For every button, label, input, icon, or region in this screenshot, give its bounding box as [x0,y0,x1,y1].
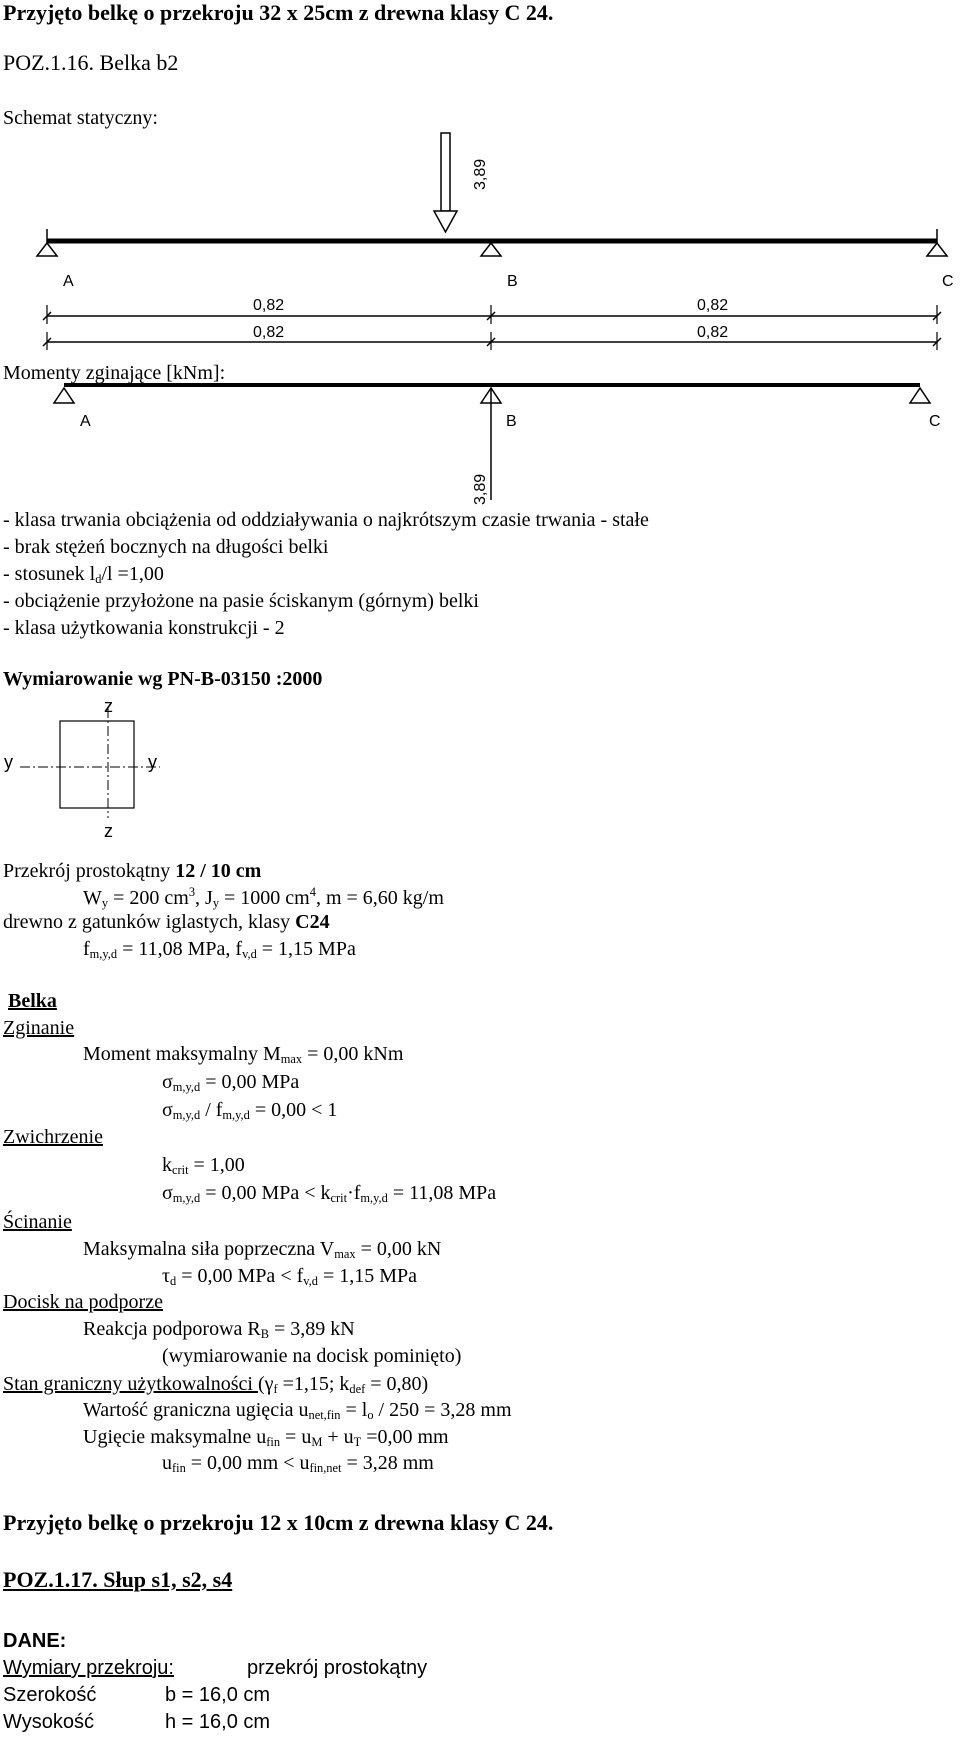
bending-check: $\sigma_{m,y,d} / f_{m,y,d} = 0,00 < 1$ [162,1099,338,1122]
support-b-label: B [507,273,518,290]
condition-load-duration: - klasa trwania obciążenia od oddziaływania o najkrótszym czasie trwania - stałe [3,509,649,531]
support-a-label: A [63,273,74,290]
section-rectangle [60,721,134,808]
ltb-kcrit: $k_{crit} = 1,00$ [162,1154,245,1177]
dimension-line-bottom [43,324,941,350]
moment-value-label: 3,89 [472,473,489,505]
dimension-line-top [43,297,941,324]
design-heading: Wymiarowanie wg PN-B-03150 :2000 [3,668,323,690]
dane-height-label: Wysokość [3,1711,94,1733]
shear-title: Ścinanie [3,1211,72,1233]
moments-label: Momenty zginające [kNm]: [3,362,226,384]
ltb-check: $\sigma_{m,y,d} = 0,00$ MPa < $k_{crit}\cdot f_{m,y,d} = 11,08$ MPa [162,1182,497,1205]
sls-heading: Stan graniczny użytkowalności ($\gamma_f =1,15$; $k_{def} = 0,80$) [3,1373,429,1396]
support-c [927,243,947,256]
condition-no-bracing: - brak stężeń bocznych na długości belki [3,536,329,558]
beam-section-heading: Belka [8,990,57,1012]
axis-z-top: z [104,696,113,716]
bending-moment: Moment maksymalny $M_{max} = 0,00$ kNm [83,1043,404,1066]
moment-support-c-label: C [929,413,941,430]
dane-width-label: Szerokość [3,1684,97,1706]
section-properties: $W_y = 200$ $cm^3$, $J_y = 1000$ $cm^4$, m = 6,60 kg/m [83,885,444,910]
condition-ratio: - stosunek $l_d/l =1,00$ [3,563,164,586]
bearing-reaction: Reakcja podporowa $R_B = 3,89$ kN [83,1318,355,1341]
moment-support-a [54,388,74,403]
shear-check: $\tau_d = 0,00$ MPa < $f_{v,d} = 1,15$ MPa [162,1265,418,1288]
shear-force: Maksymalna siła poprzeczna $V_{max} = 0,00$ kN [83,1238,442,1261]
dane-height-value: h = 16,0 cm [165,1711,271,1733]
moment-support-b-label: B [506,413,517,430]
bending-title: Zginanie [3,1017,75,1039]
bearing-title: Docisk na podporze [3,1291,163,1313]
wood-class: drewno z gatunków iglastych, klasy C24 [3,911,330,933]
support-b [481,243,501,256]
dane-dims-label: Wymiary przekroju: [3,1657,174,1679]
axis-y-right: y [148,752,157,772]
dane-dims-value: przekrój prostokątny [247,1657,428,1679]
next-position-title: POZ.1.17. Słup s1, s2, s4 [3,1567,233,1592]
axis-z-bottom: z [104,821,113,841]
support-c-label: C [942,273,954,290]
previous-conclusion: Przyjęto belkę o przekroju 32 x 25cm z drewna klasy C 24. [3,0,554,25]
sls-check: $u_{fin} = 0,00$ mm < $u_{fin,net} = 3,28$ mm [162,1452,434,1475]
dim-bottom-left: 0,82 [253,324,285,341]
sls-limit: Wartość graniczna ugięcia $u_{net,fin} = l_o / 250 = 3,28$ mm [83,1399,512,1422]
conclusion: Przyjęto belkę o przekroju 12 x 10cm z drewna klasy C 24. [3,1510,554,1535]
dim-bottom-right: 0,82 [697,324,729,341]
moment-support-c [910,388,930,403]
bending-stress: $\sigma_{m,y,d} = 0,00$ MPa [162,1071,300,1094]
moment-diagram [0,375,960,510]
axis-y-left: y [4,752,13,772]
position-title: POZ.1.16. Belka b2 [3,50,179,75]
ltb-title: Zwichrzenie [3,1126,103,1148]
dim-top-left: 0,82 [253,297,285,314]
static-scheme-label: Schemat statyczny: [3,107,158,129]
load-value-label: 3,89 [472,158,489,190]
dane-width-value: b = 16,0 cm [165,1684,271,1706]
static-scheme-diagram [0,125,960,350]
dane-title: DANE: [3,1630,67,1652]
condition-load-flange: - obciążenie przyłożone na pasie ściskanym (górnym) belki [3,590,479,612]
design-strengths: $f_{m,y,d} = 11,08$ MPa, $f_{v,d} = 1,15$ MPa [83,938,356,961]
cross-section-sketch [0,690,200,850]
point-load-arrow [434,133,489,232]
moment-support-a-label: A [80,413,91,430]
bearing-note: (wymiarowanie na docisk pominięto) [162,1345,462,1367]
support-a [37,243,57,256]
section-description: Przekrój prostokątny 12 / 10 cm [3,860,262,882]
sls-max-deflection: Ugięcie maksymalne $u_{fin} = u_M + u_T =0,00$ mm [83,1426,449,1449]
dim-top-right: 0,82 [697,297,729,314]
condition-service-class: - klasa użytkowania konstrukcji - 2 [3,617,285,639]
